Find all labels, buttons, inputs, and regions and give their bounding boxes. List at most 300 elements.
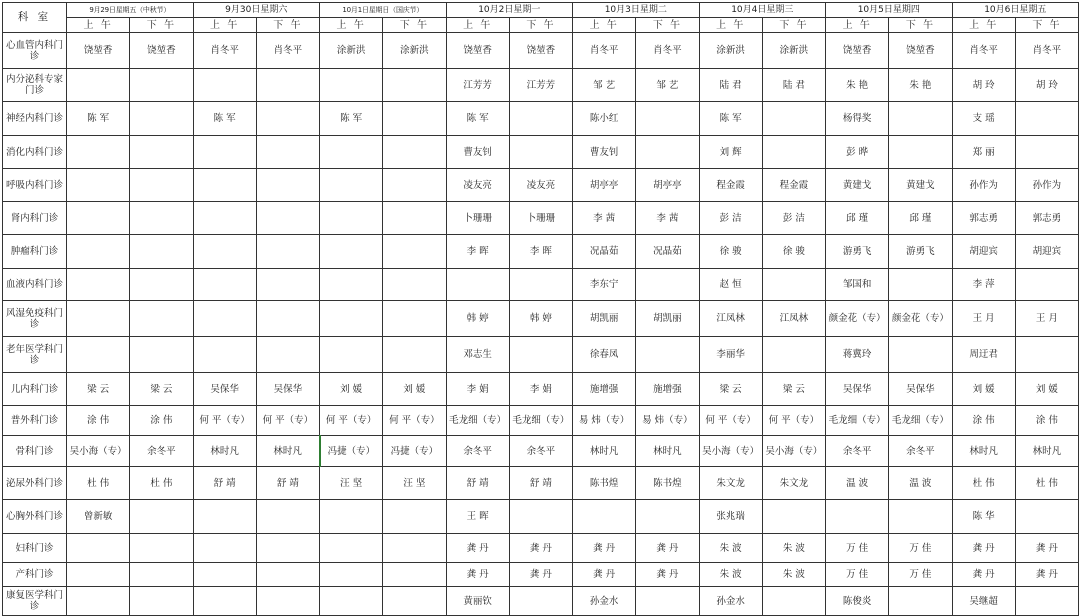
table-row [3,337,1079,373]
table-row [3,373,1079,406]
am-doctor-cell [67,534,130,563]
am-doctor-cell: 郭志勇 [952,202,1015,235]
department-name: 风湿免疫科门诊 [3,301,67,337]
pm-doctor-cell [509,500,572,534]
pm-doctor-cell: 江芳芳 [509,69,572,102]
am-doctor-cell: 周迂君 [952,337,1015,373]
table-row [3,436,1079,467]
pm-doctor-cell: 龚 丹 [636,563,699,587]
table-row [3,102,1079,136]
am-doctor-cell: 胡迎宾 [952,235,1015,269]
pm-doctor-cell [636,587,699,616]
pm-doctor-cell [256,102,319,136]
am-doctor-cell [193,563,256,587]
am-doctor-cell [193,235,256,269]
pm-doctor-cell: 舒 靖 [509,467,572,500]
am-doctor-cell: 邹 艺 [573,69,636,102]
am-doctor-cell: 涂 伟 [67,406,130,436]
pm-doctor-cell: 卜珊珊 [509,202,572,235]
department-name: 心血管内科门诊 [3,33,67,69]
am-doctor-cell: 刘 媛 [952,373,1015,406]
am-doctor-cell: 余冬平 [826,436,889,467]
pm-doctor-cell [889,500,952,534]
pm-doctor-cell: 彭 洁 [762,202,825,235]
am-doctor-cell: 徐 骏 [699,235,762,269]
pm-doctor-cell: 陈书煌 [636,467,699,500]
am-doctor-cell: 舒 靖 [446,467,509,500]
pm-doctor-cell: 林时凡 [636,436,699,467]
am-doctor-cell: 肖冬平 [573,33,636,69]
am-doctor-cell [193,202,256,235]
am-doctor-cell: 吴小海（专） [699,436,762,467]
pm-doctor-cell: 刘 媛 [1015,373,1078,406]
pm-doctor-cell: 龚 丹 [509,563,572,587]
date-header: 9月29日星期五（中秋节） [67,3,194,18]
table-row [3,301,1079,337]
pm-doctor-cell [130,235,193,269]
am-doctor-cell: 郑 丽 [952,136,1015,169]
department-name: 肿瘤科门诊 [3,235,67,269]
am-doctor-cell: 杜 伟 [67,467,130,500]
am-doctor-cell: 胡亭亭 [573,169,636,202]
pm-doctor-cell: 何 平（专） [256,406,319,436]
am-doctor-cell: 胡 玲 [952,69,1015,102]
pm-doctor-cell: 毛龙细（专） [889,406,952,436]
pm-doctor-cell [509,337,572,373]
pm-doctor-cell: 肖冬平 [636,33,699,69]
pm-doctor-cell: 李 茜 [636,202,699,235]
pm-doctor-cell [1015,269,1078,301]
am-doctor-cell: 毛龙细（专） [826,406,889,436]
am-doctor-cell: 王 晖 [446,500,509,534]
department-name: 泌尿外科门诊 [3,467,67,500]
pm-doctor-cell: 龚 丹 [509,534,572,563]
pm-doctor-cell [130,169,193,202]
am-doctor-cell [320,337,383,373]
pm-doctor-cell: 朱 艳 [889,69,952,102]
pm-doctor-cell: 况晶茹 [636,235,699,269]
am-doctor-cell: 陈 军 [193,102,256,136]
am-doctor-cell: 龚 丹 [952,563,1015,587]
am-doctor-cell: 曹友钊 [573,136,636,169]
pm-doctor-cell [636,102,699,136]
pm-header: 下 午 [383,18,446,33]
department-name: 骨科门诊 [3,436,67,467]
am-doctor-cell: 邓志生 [446,337,509,373]
pm-doctor-cell: 黄建戈 [889,169,952,202]
pm-doctor-cell [130,563,193,587]
pm-doctor-cell: 王 月 [1015,301,1078,337]
pm-doctor-cell: 万 佳 [889,534,952,563]
am-header: 上 午 [952,18,1015,33]
am-doctor-cell: 程金霞 [699,169,762,202]
table-row [3,467,1079,500]
am-doctor-cell [320,301,383,337]
am-doctor-cell: 彭 洁 [699,202,762,235]
am-doctor-cell: 杨得奖 [826,102,889,136]
pm-doctor-cell [256,587,319,616]
pm-doctor-cell: 汪 坚 [383,467,446,500]
pm-doctor-cell: 程金霞 [762,169,825,202]
pm-doctor-cell [130,136,193,169]
am-doctor-cell: 梁 云 [67,373,130,406]
am-doctor-cell: 陈俊炎 [826,587,889,616]
department-name: 普外科门诊 [3,406,67,436]
pm-doctor-cell [889,269,952,301]
pm-doctor-cell [130,202,193,235]
date-header: 10月1日星期日（国庆节） [320,3,447,18]
department-name: 血液内科门诊 [3,269,67,301]
am-doctor-cell: 陈 华 [952,500,1015,534]
am-doctor-cell: 赵 恒 [699,269,762,301]
pm-doctor-cell: 朱文龙 [762,467,825,500]
pm-doctor-cell [256,69,319,102]
am-doctor-cell: 朱 艳 [826,69,889,102]
pm-doctor-cell: 刘 媛 [383,373,446,406]
am-doctor-cell: 余冬平 [446,436,509,467]
pm-doctor-cell: 朱 波 [762,563,825,587]
pm-doctor-cell: 邱 瑾 [889,202,952,235]
department-name: 呼吸内科门诊 [3,169,67,202]
am-doctor-cell: 陈 军 [320,102,383,136]
am-doctor-cell [67,563,130,587]
department-name: 妇科门诊 [3,534,67,563]
pm-doctor-cell [256,169,319,202]
pm-header: 下 午 [762,18,825,33]
table-row [3,169,1079,202]
am-doctor-cell: 曹友钊 [446,136,509,169]
am-header: 上 午 [699,18,762,33]
date-header: 10月6日星期五 [952,3,1079,18]
am-doctor-cell: 孙金水 [699,587,762,616]
department-name: 儿内科门诊 [3,373,67,406]
date-header: 10月4日星期三 [699,3,826,18]
am-doctor-cell: 龚 丹 [573,563,636,587]
am-doctor-cell: 朱文龙 [699,467,762,500]
pm-doctor-cell: 吴保华 [256,373,319,406]
am-doctor-cell: 卜珊珊 [446,202,509,235]
pm-doctor-cell [256,534,319,563]
table-row [3,136,1079,169]
pm-header: 下 午 [509,18,572,33]
am-doctor-cell: 涂新洪 [320,33,383,69]
pm-doctor-cell: 林时凡 [1015,436,1078,467]
am-doctor-cell: 何 平（专） [193,406,256,436]
pm-doctor-cell: 徐 骏 [762,235,825,269]
am-doctor-cell [67,269,130,301]
am-doctor-cell: 刘 辉 [699,136,762,169]
department-name: 老年医学科门诊 [3,337,67,373]
pm-doctor-cell: 颜金花（专） [889,301,952,337]
am-doctor-cell: 蒋冀玲 [826,337,889,373]
pm-doctor-cell [889,587,952,616]
pm-doctor-cell [762,337,825,373]
am-doctor-cell: 龚 丹 [573,534,636,563]
department-name: 心胸外科门诊 [3,500,67,534]
department-name: 肾内科门诊 [3,202,67,235]
pm-doctor-cell [762,500,825,534]
pm-doctor-cell [636,136,699,169]
pm-doctor-cell [130,500,193,534]
pm-doctor-cell: 林时凡 [256,436,319,467]
am-doctor-cell: 冯捷（专） [320,436,383,467]
am-doctor-cell: 曾新敏 [67,500,130,534]
am-doctor-cell [67,337,130,373]
pm-doctor-cell [762,587,825,616]
pm-doctor-cell [256,337,319,373]
am-doctor-cell [193,169,256,202]
am-doctor-cell: 肖冬平 [952,33,1015,69]
pm-doctor-cell: 龚 丹 [1015,563,1078,587]
am-doctor-cell: 温 波 [826,467,889,500]
pm-doctor-cell: 李 娟 [509,373,572,406]
department-name: 内分泌科专家门诊 [3,69,67,102]
am-doctor-cell [67,587,130,616]
am-doctor-cell: 游勇飞 [826,235,889,269]
pm-doctor-cell: 吴小海（专） [762,436,825,467]
table-row [3,202,1079,235]
pm-doctor-cell: 肖冬平 [256,33,319,69]
am-doctor-cell: 邱 瑾 [826,202,889,235]
am-header: 上 午 [826,18,889,33]
pm-doctor-cell: 梁 云 [762,373,825,406]
pm-doctor-cell: 余冬平 [509,436,572,467]
pm-doctor-cell [1015,587,1078,616]
am-doctor-cell: 饶堃香 [67,33,130,69]
am-doctor-cell: 朱 波 [699,534,762,563]
table-header [3,3,1079,33]
am-doctor-cell: 孙作为 [952,169,1015,202]
pm-doctor-cell [256,563,319,587]
am-doctor-cell: 李 娟 [446,373,509,406]
pm-doctor-cell: 孙作为 [1015,169,1078,202]
department-column-header: 科 室 [3,3,67,33]
table-row [3,500,1079,534]
pm-doctor-cell [256,301,319,337]
am-doctor-cell [573,500,636,534]
am-doctor-cell: 陈书煌 [573,467,636,500]
table-row [3,235,1079,269]
table-body [3,33,1079,616]
am-doctor-cell: 涂 伟 [952,406,1015,436]
department-name: 消化内科门诊 [3,136,67,169]
pm-doctor-cell: 冯捷（专） [383,436,446,467]
pm-doctor-cell [889,337,952,373]
pm-doctor-cell [383,563,446,587]
date-header-row [3,3,1079,18]
am-doctor-cell: 徐春凤 [573,337,636,373]
am-doctor-cell: 林时凡 [193,436,256,467]
pm-doctor-cell [762,269,825,301]
am-doctor-cell [320,563,383,587]
date-header: 9月30日星期六 [193,3,320,18]
pm-doctor-cell [383,269,446,301]
pm-doctor-cell [1015,136,1078,169]
pm-doctor-cell: 陆 君 [762,69,825,102]
am-doctor-cell: 施增强 [573,373,636,406]
am-doctor-cell: 彭 晔 [826,136,889,169]
pm-doctor-cell: 朱 波 [762,534,825,563]
am-doctor-cell [67,136,130,169]
table-row [3,406,1079,436]
pm-doctor-cell: 胡 玲 [1015,69,1078,102]
pm-header: 下 午 [1015,18,1078,33]
pm-doctor-cell: 涂新洪 [383,33,446,69]
pm-doctor-cell [636,269,699,301]
pm-doctor-cell: 施增强 [636,373,699,406]
date-header: 10月2日星期一 [446,3,573,18]
am-doctor-cell: 陈 军 [699,102,762,136]
am-header: 上 午 [573,18,636,33]
am-doctor-cell: 李 茜 [573,202,636,235]
pm-doctor-cell [1015,337,1078,373]
am-doctor-cell: 林时凡 [952,436,1015,467]
am-doctor-cell [67,69,130,102]
am-doctor-cell [193,587,256,616]
am-doctor-cell: 吴小海（专） [67,436,130,467]
am-doctor-cell [193,500,256,534]
am-doctor-cell: 邹国和 [826,269,889,301]
am-doctor-cell [67,235,130,269]
pm-doctor-cell: 余冬平 [889,436,952,467]
am-doctor-cell: 何 平（专） [320,406,383,436]
am-doctor-cell: 舒 靖 [193,467,256,500]
pm-doctor-cell: 涂 伟 [130,406,193,436]
pm-doctor-cell [130,102,193,136]
date-header: 10月3日星期二 [573,3,700,18]
pm-doctor-cell [256,269,319,301]
am-doctor-cell: 陈 军 [67,102,130,136]
am-doctor-cell [320,587,383,616]
am-doctor-cell: 龚 丹 [446,563,509,587]
pm-doctor-cell: 邹 艺 [636,69,699,102]
pm-doctor-cell [383,500,446,534]
pm-doctor-cell [889,102,952,136]
am-doctor-cell [193,69,256,102]
am-doctor-cell: 陆 君 [699,69,762,102]
pm-doctor-cell [762,102,825,136]
pm-doctor-cell: 吴保华 [889,373,952,406]
pm-doctor-cell: 涂新洪 [762,33,825,69]
am-doctor-cell [320,202,383,235]
session-header-row [3,18,1079,33]
pm-doctor-cell: 涂 伟 [1015,406,1078,436]
am-doctor-cell [193,534,256,563]
pm-doctor-cell [762,136,825,169]
am-doctor-cell [446,269,509,301]
am-doctor-cell: 易 炜（专） [573,406,636,436]
am-doctor-cell: 李丽华 [699,337,762,373]
pm-doctor-cell: 韩 婷 [509,301,572,337]
am-doctor-cell [193,337,256,373]
am-doctor-cell: 李东宁 [573,269,636,301]
pm-doctor-cell: 龚 丹 [636,534,699,563]
am-doctor-cell: 颜金花（专） [826,301,889,337]
am-doctor-cell [193,269,256,301]
pm-doctor-cell: 李 晖 [509,235,572,269]
pm-doctor-cell [1015,500,1078,534]
pm-doctor-cell: 江凤林 [762,301,825,337]
schedule-table [2,2,1079,616]
am-doctor-cell: 李 萍 [952,269,1015,301]
am-doctor-cell: 孙金水 [573,587,636,616]
am-doctor-cell [320,269,383,301]
date-header: 10月5日星期四 [826,3,953,18]
pm-doctor-cell [636,337,699,373]
am-doctor-cell [320,136,383,169]
am-doctor-cell: 毛龙细（专） [446,406,509,436]
am-doctor-cell: 张兆瑞 [699,500,762,534]
am-doctor-cell: 林时凡 [573,436,636,467]
am-doctor-cell: 韩 婷 [446,301,509,337]
pm-doctor-cell [130,337,193,373]
am-doctor-cell [193,136,256,169]
pm-doctor-cell: 龚 丹 [1015,534,1078,563]
pm-doctor-cell: 万 佳 [889,563,952,587]
pm-header: 下 午 [636,18,699,33]
department-name: 康复医学科门诊 [3,587,67,616]
pm-doctor-cell [509,102,572,136]
department-name: 产科门诊 [3,563,67,587]
pm-doctor-cell: 毛龙细（专） [509,406,572,436]
pm-doctor-cell: 肖冬平 [1015,33,1078,69]
am-doctor-cell: 饶堃香 [446,33,509,69]
pm-doctor-cell [383,202,446,235]
am-doctor-cell: 吴保华 [826,373,889,406]
pm-header: 下 午 [256,18,319,33]
am-header: 上 午 [67,18,130,33]
am-doctor-cell: 江凤林 [699,301,762,337]
am-doctor-cell: 黄丽钦 [446,587,509,616]
pm-doctor-cell [383,235,446,269]
pm-doctor-cell: 郭志勇 [1015,202,1078,235]
am-doctor-cell: 饶堃香 [826,33,889,69]
pm-doctor-cell: 饶堃香 [509,33,572,69]
pm-doctor-cell [509,136,572,169]
pm-doctor-cell [636,500,699,534]
am-doctor-cell: 万 佳 [826,563,889,587]
table-row [3,587,1079,616]
am-doctor-cell: 黄建戈 [826,169,889,202]
pm-doctor-cell: 胡迎宾 [1015,235,1078,269]
pm-doctor-cell: 温 波 [889,467,952,500]
am-doctor-cell [320,534,383,563]
pm-doctor-cell [130,587,193,616]
am-doctor-cell [826,500,889,534]
pm-doctor-cell: 饶堃香 [889,33,952,69]
pm-header: 下 午 [889,18,952,33]
pm-doctor-cell [509,587,572,616]
am-doctor-cell: 陈小红 [573,102,636,136]
pm-doctor-cell [383,587,446,616]
am-doctor-cell: 朱 波 [699,563,762,587]
table-row [3,563,1079,587]
am-header: 上 午 [193,18,256,33]
am-doctor-cell: 龚 丹 [952,534,1015,563]
pm-header: 下 午 [130,18,193,33]
pm-doctor-cell [383,136,446,169]
pm-doctor-cell [256,136,319,169]
am-doctor-cell: 刘 媛 [320,373,383,406]
am-doctor-cell: 杜 伟 [952,467,1015,500]
pm-doctor-cell [256,202,319,235]
pm-doctor-cell [256,500,319,534]
am-doctor-cell: 何 平（专） [699,406,762,436]
am-doctor-cell: 吴继超 [952,587,1015,616]
pm-doctor-cell [130,269,193,301]
pm-doctor-cell [383,169,446,202]
am-doctor-cell: 况晶茹 [573,235,636,269]
